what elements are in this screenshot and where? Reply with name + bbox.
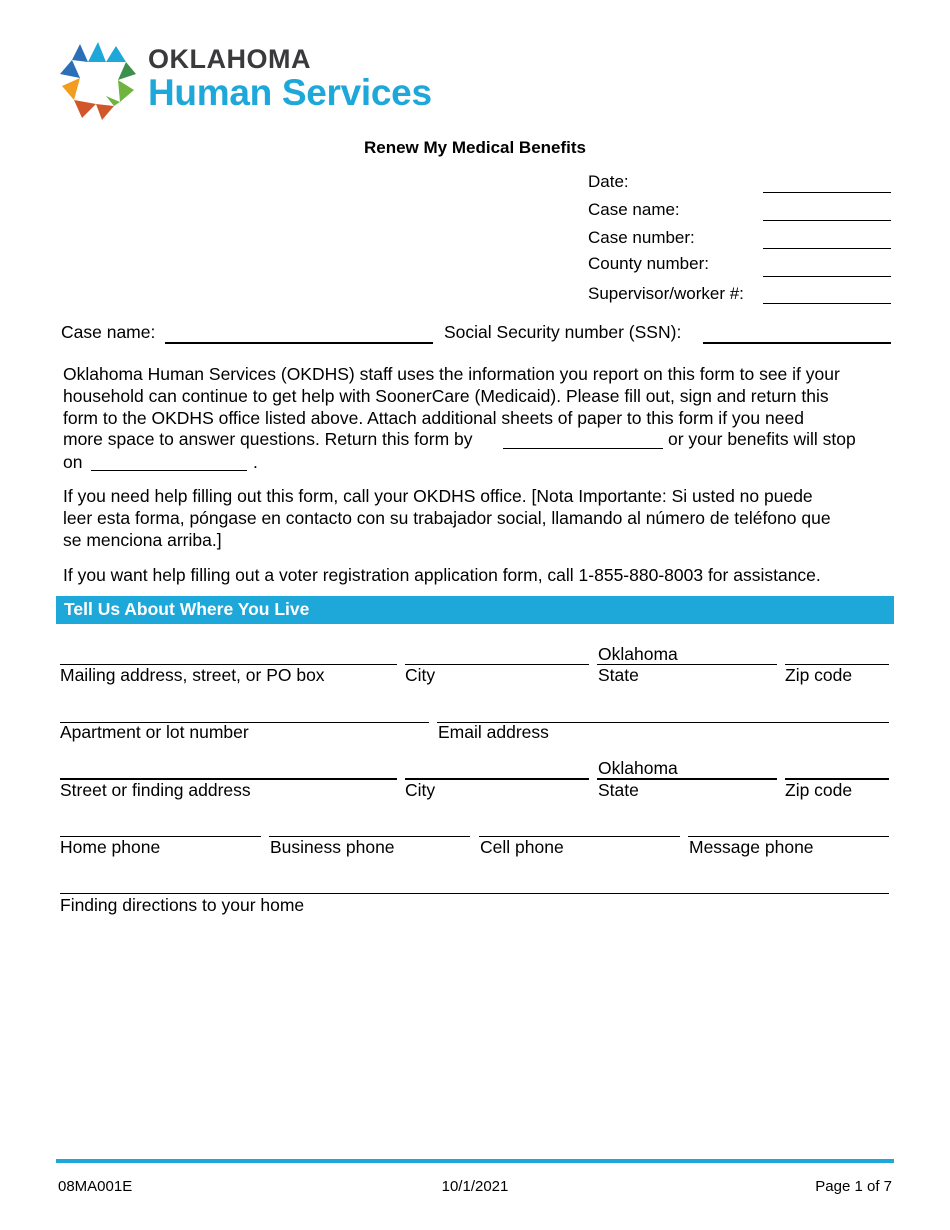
intro-paragraph-line: or your benefits will stop — [668, 429, 856, 449]
office-county-number-label: County number: — [588, 254, 709, 273]
office-supervisor-field[interactable] — [763, 303, 891, 304]
mailing-state-label: State — [598, 665, 639, 685]
intro-paragraph-line: more space to answer questions. Return this form by — [63, 429, 473, 449]
directions-field[interactable] — [60, 893, 889, 894]
street-state-value: Oklahoma — [598, 758, 678, 778]
office-case-name-field[interactable] — [763, 220, 891, 221]
benefits-stop-date-field[interactable] — [91, 470, 247, 471]
page-title: Renew My Medical Benefits — [363, 138, 586, 157]
mailing-city-label: City — [405, 665, 436, 685]
ssn-field[interactable] — [703, 342, 891, 344]
intro-paragraph-line: on — [63, 452, 83, 472]
street-state-label: State — [598, 780, 639, 800]
star-logo-icon — [58, 40, 138, 120]
logo-text-oklahoma: OKLAHOMA — [148, 44, 311, 74]
page-number: Page 1 of 7 — [815, 1178, 892, 1195]
street-city-label: City — [405, 780, 436, 800]
intro-paragraph-line: Oklahoma Human Services (OKDHS) staff uses the information you report on this form to see if your — [63, 364, 840, 384]
intro-paragraph-line: household can continue to get help with SoonerCare (Medicaid). Please fill out, sign and return this — [63, 386, 829, 406]
form-number: 08MA001E — [58, 1178, 133, 1195]
apartment-label: Apartment or lot number — [60, 722, 249, 742]
logo-text-human-services: Human Services — [148, 72, 432, 113]
case-name-field[interactable] — [165, 342, 433, 344]
form-date: 10/1/2021 — [441, 1178, 509, 1195]
voter-registration-paragraph: If you want help filling out a voter registration application form, call 1-855-880-8003 for assistance. — [63, 565, 821, 585]
agency-logo — [58, 40, 438, 122]
mailing-address-label: Mailing address, street, or PO box — [60, 665, 325, 685]
footer-rule — [56, 1159, 894, 1163]
street-zip-label: Zip code — [785, 780, 853, 800]
office-case-name-label: Case name: — [588, 200, 680, 219]
office-supervisor-label: Supervisor/worker #: — [588, 284, 744, 303]
street-address-label: Street or finding address — [60, 780, 251, 800]
home-phone-label: Home phone — [60, 837, 161, 857]
mailing-state-value: Oklahoma — [598, 644, 678, 664]
intro-paragraph-line: form to the OKDHS office listed above. Attach additional sheets of paper to this form if you need — [63, 408, 804, 428]
intro-paragraph-line: . — [253, 452, 258, 472]
section-heading: Tell Us About Where You Live — [64, 599, 310, 619]
return-by-date-field[interactable] — [503, 448, 663, 449]
mailing-zip-label: Zip code — [785, 665, 853, 685]
case-name-label: Case name: — [61, 322, 156, 342]
help-paragraph-line: se menciona arriba.] — [63, 530, 222, 550]
office-case-number-label: Case number: — [588, 228, 695, 247]
email-label: Email address — [438, 722, 549, 742]
office-date-field[interactable] — [763, 192, 891, 193]
office-date-label: Date: — [588, 172, 629, 191]
message-phone-label: Message phone — [689, 837, 814, 857]
cell-phone-label: Cell phone — [480, 837, 564, 857]
business-phone-label: Business phone — [270, 837, 395, 857]
ssn-label: Social Security number (SSN): — [444, 322, 682, 342]
office-case-number-field[interactable] — [763, 248, 891, 249]
office-county-number-field[interactable] — [763, 276, 891, 277]
help-paragraph-line: leer esta forma, póngase en contacto con su trabajador social, llamando al número de teléfono que — [63, 508, 831, 528]
directions-label: Finding directions to your home — [60, 895, 305, 915]
help-paragraph-line: If you need help filling out this form, call your OKDHS office. [Nota Importante: Si usted no puede — [63, 486, 813, 506]
